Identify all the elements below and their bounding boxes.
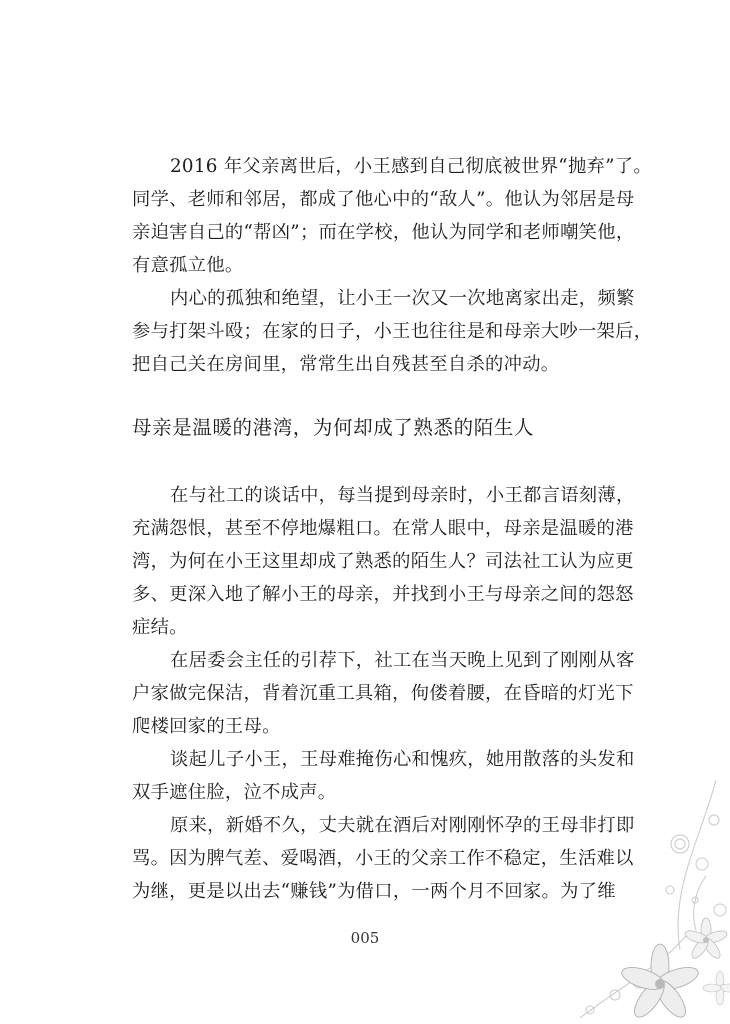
text-line: 参与打架斗殴；在家的日子，小王也往往是和母亲大吵一架后， xyxy=(132,321,653,342)
text-line: 户家做完保洁，背着沉重工具箱，佝偻着腰，在昏暗的灯光下 xyxy=(132,683,634,704)
text-line: 2016 年父亲离世后，小王感到自己彻底被世界“抛弃”了。 xyxy=(170,156,652,177)
text-line: 谈起儿子小王，王母难掩伤心和愧疚，她用散落的头发和 xyxy=(170,749,635,770)
page-number: 005 xyxy=(350,929,380,947)
text-line: 有意孤立他。 xyxy=(132,255,244,276)
text-line: 症结。 xyxy=(132,617,188,638)
text-line: 在与社工的谈话中，每当提到母亲时，小王都言语刻薄， xyxy=(170,485,635,506)
text-line: 湾，为何在小王这里却成了熟悉的陌生人？司法社工认为应更 xyxy=(132,551,634,572)
text-line: 爬楼回家的王母。 xyxy=(132,716,281,737)
text-line: 亲迫害自己的“帮凶”；而在学校，他认为同学和老师嘲笑他， xyxy=(132,222,635,243)
text-line: 在居委会主任的引荐下，社工在当天晚上见到了刚刚从客 xyxy=(170,650,635,671)
flower-ornament-icon xyxy=(520,780,730,1024)
text-line: 内心的孤独和绝望，让小王一次又一次地离家出走，频繁 xyxy=(170,288,635,309)
text-line: 双手遮住脸，泣不成声。 xyxy=(132,782,337,803)
text-line: 为继，更是以出去“赚钱”为借口，一两个月不回家。为了维 xyxy=(132,881,616,902)
text-line: 把自己关在房间里，常常生出自残甚至自杀的冲动。 xyxy=(132,354,560,375)
text-line: 多、更深入地了解小王的母亲，并找到小王与母亲之间的怨怒 xyxy=(132,584,634,605)
text-line: 同学、老师和邻居，都成了他心中的“敌人”。他认为邻居是母 xyxy=(132,189,635,210)
text-line: 骂。因为脾气差、爱喝酒，小王的父亲工作不稳定，生活难以 xyxy=(132,848,634,869)
text-line: 充满怨恨，甚至不停地爆粗口。在常人眼中，母亲是温暖的港 xyxy=(132,518,634,539)
section-heading: 母亲是温暖的港湾，为何却成了熟悉的陌生人 xyxy=(132,416,535,439)
text-line: 原来，新婚不久，丈夫就在酒后对刚刚怀孕的王母非打即 xyxy=(170,815,635,836)
